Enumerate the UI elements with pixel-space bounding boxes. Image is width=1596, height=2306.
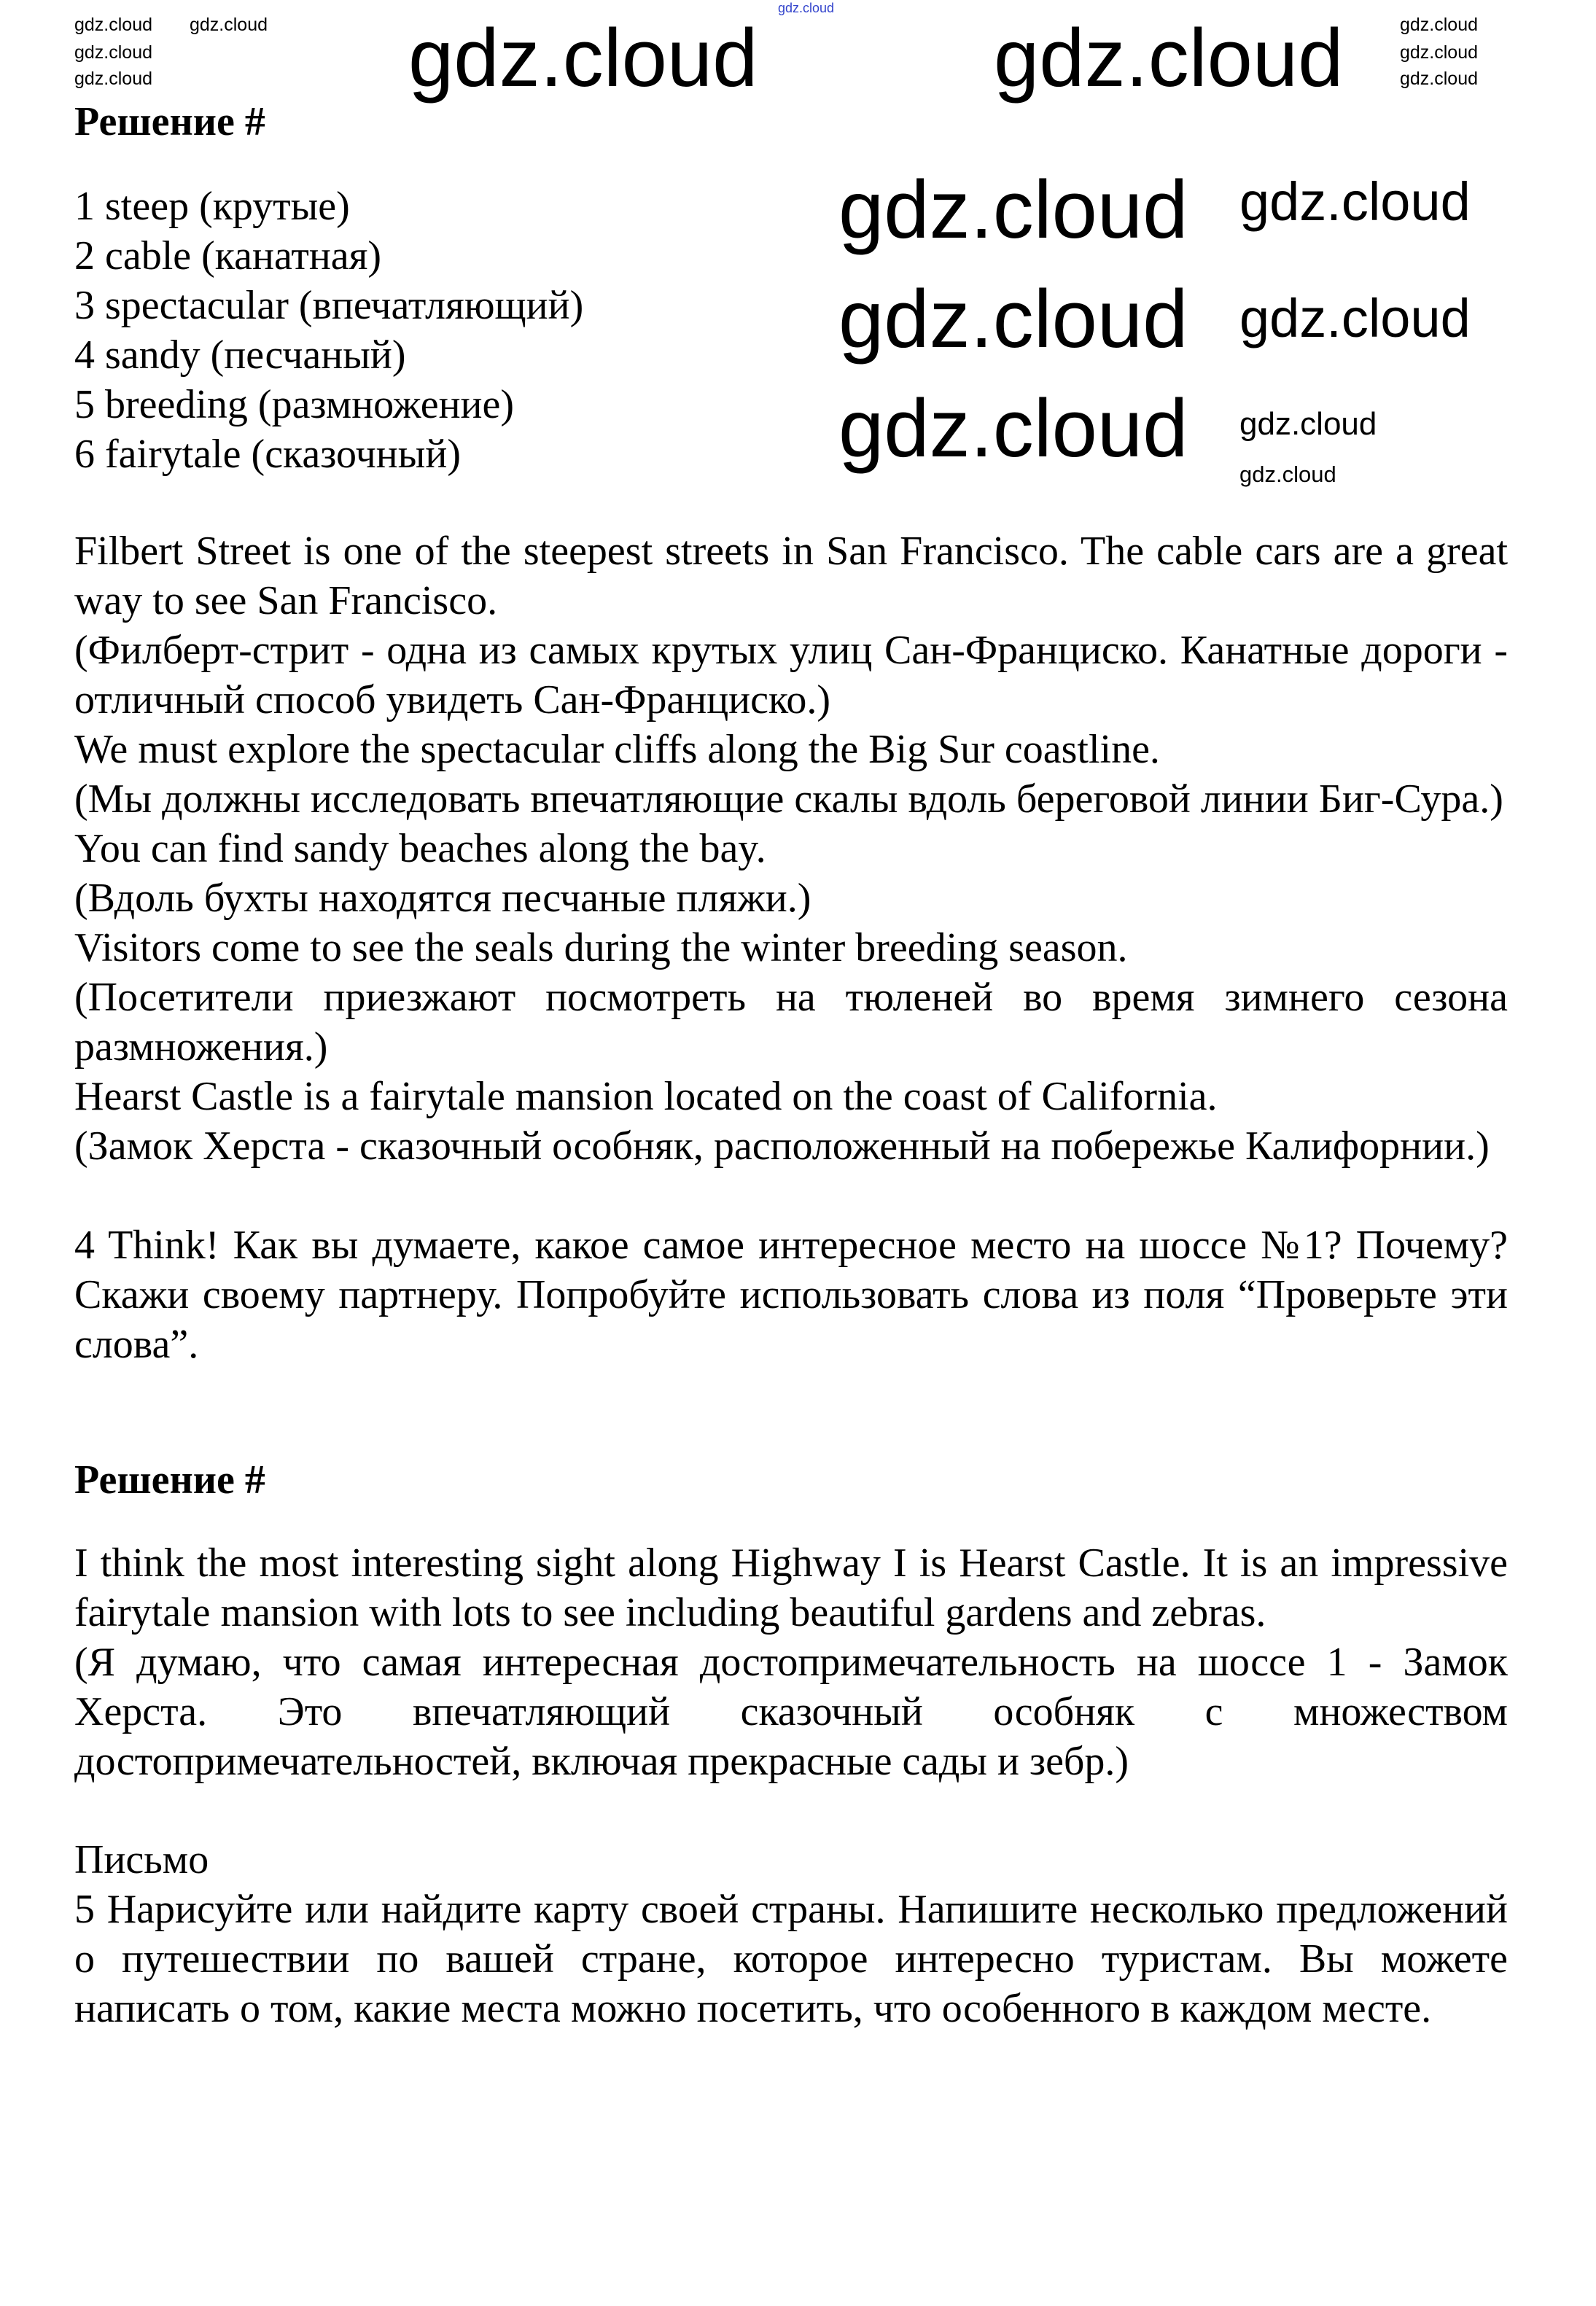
watermark: gdz.cloud	[74, 69, 153, 89]
list-item: 5 breeding (размножение)	[74, 382, 515, 427]
task-4-text: 4 Think! Как вы думаете, какое самое интересное место на шоссе №1? Почему? Скажи своему партнеру. Попробуйте использовать слова из поля “Проверьте эти слова”.	[74, 1223, 1508, 1367]
writing-section	[74, 1835, 1508, 2033]
document-body	[74, 97, 1508, 2033]
list-item: 3 spectacular (впечатляющий)	[74, 283, 584, 328]
watermark: gdz.cloud	[838, 273, 1188, 365]
sentence: Filbert Street is one of the steepest streets in San Francisco. The cable cars are a great way to see San Francisco.	[74, 529, 1508, 623]
sentence: Hearst Castle is a fairytale mansion located on the coast of California.	[74, 1074, 1218, 1119]
watermark: gdz.cloud	[190, 15, 268, 35]
answer-russian: (Я думаю, что самая интересная достопримечательность на шоссе 1 - Замок Херста. Это впечатляющий сказочный особняк с множеством достопримечательностей, включая прекрасные сады и зебр.)	[74, 1640, 1508, 1784]
watermark: gdz.cloud	[838, 383, 1188, 474]
answer-block	[74, 1538, 1508, 1786]
writing-label: Письмо	[74, 1837, 209, 1882]
translation: (Мы должны исследовать впечатляющие скалы вдоль береговой линии Биг-Сура.)	[74, 776, 1503, 822]
watermark: gdz.cloud	[1239, 288, 1471, 348]
answer-english: I think the most interesting sight along Highway I is Hearst Castle. It is an impressive fairytale mansion with lots to see including beautiful gardens and zebras.	[74, 1540, 1508, 1635]
list-item: 1 steep (крутые)	[74, 184, 350, 229]
list-item: 4 sandy (песчаный)	[74, 332, 406, 378]
watermark: gdz.cloud	[1239, 461, 1336, 487]
example-sentences	[74, 526, 1508, 1171]
watermark: gdz.cloud	[74, 15, 153, 35]
watermark: gdz.cloud	[1400, 15, 1479, 35]
watermark: gdz.cloud	[1400, 42, 1479, 63]
watermark: gdz.cloud	[838, 164, 1188, 255]
translation: (Вдоль бухты находятся песчаные пляжи.)	[74, 876, 811, 921]
translation: (Замок Херста - сказочный особняк, расположенный на побережье Калифорнии.)	[74, 1123, 1490, 1169]
watermark: gdz.cloud	[1400, 69, 1479, 89]
watermark: gdz.cloud	[778, 1, 835, 15]
solution-heading-1: Решение #	[74, 99, 265, 144]
watermark: gdz.cloud	[74, 42, 153, 63]
watermark: gdz.cloud	[1239, 171, 1471, 232]
translation: (Посетители приезжают посмотреть на тюленей во время зимнего сезона размножения.)	[74, 975, 1508, 1070]
watermark: gdz.cloud	[1239, 406, 1377, 442]
list-item: 2 cable (канатная)	[74, 233, 382, 278]
sentence: We must explore the spectacular cliffs along the Big Sur coastline.	[74, 727, 1160, 772]
sentence: Visitors come to see the seals during the winter breeding season.	[74, 925, 1128, 970]
task-4	[74, 1220, 1508, 1369]
sentence: You can find sandy beaches along the bay.	[74, 826, 766, 871]
task-5-text: 5 Нарисуйте или найдите карту своей страны. Напишите несколько предложений о путешествии по вашей стране, которое интересно туристам. Вы можете написать о том, какие места можно посетить, что особенного в каждом месте.	[74, 1887, 1508, 2031]
list-item: 6 fairytale (сказочный)	[74, 432, 461, 477]
solution-heading-2: Решение #	[74, 1457, 265, 1503]
watermark: gdz.cloud	[408, 12, 758, 104]
watermark: gdz.cloud	[994, 12, 1344, 104]
translation: (Филберт-стрит - одна из самых крутых улиц Сан-Франциско. Канатные дороги - отличный способ увидеть Сан-Франциско.)	[74, 628, 1508, 722]
